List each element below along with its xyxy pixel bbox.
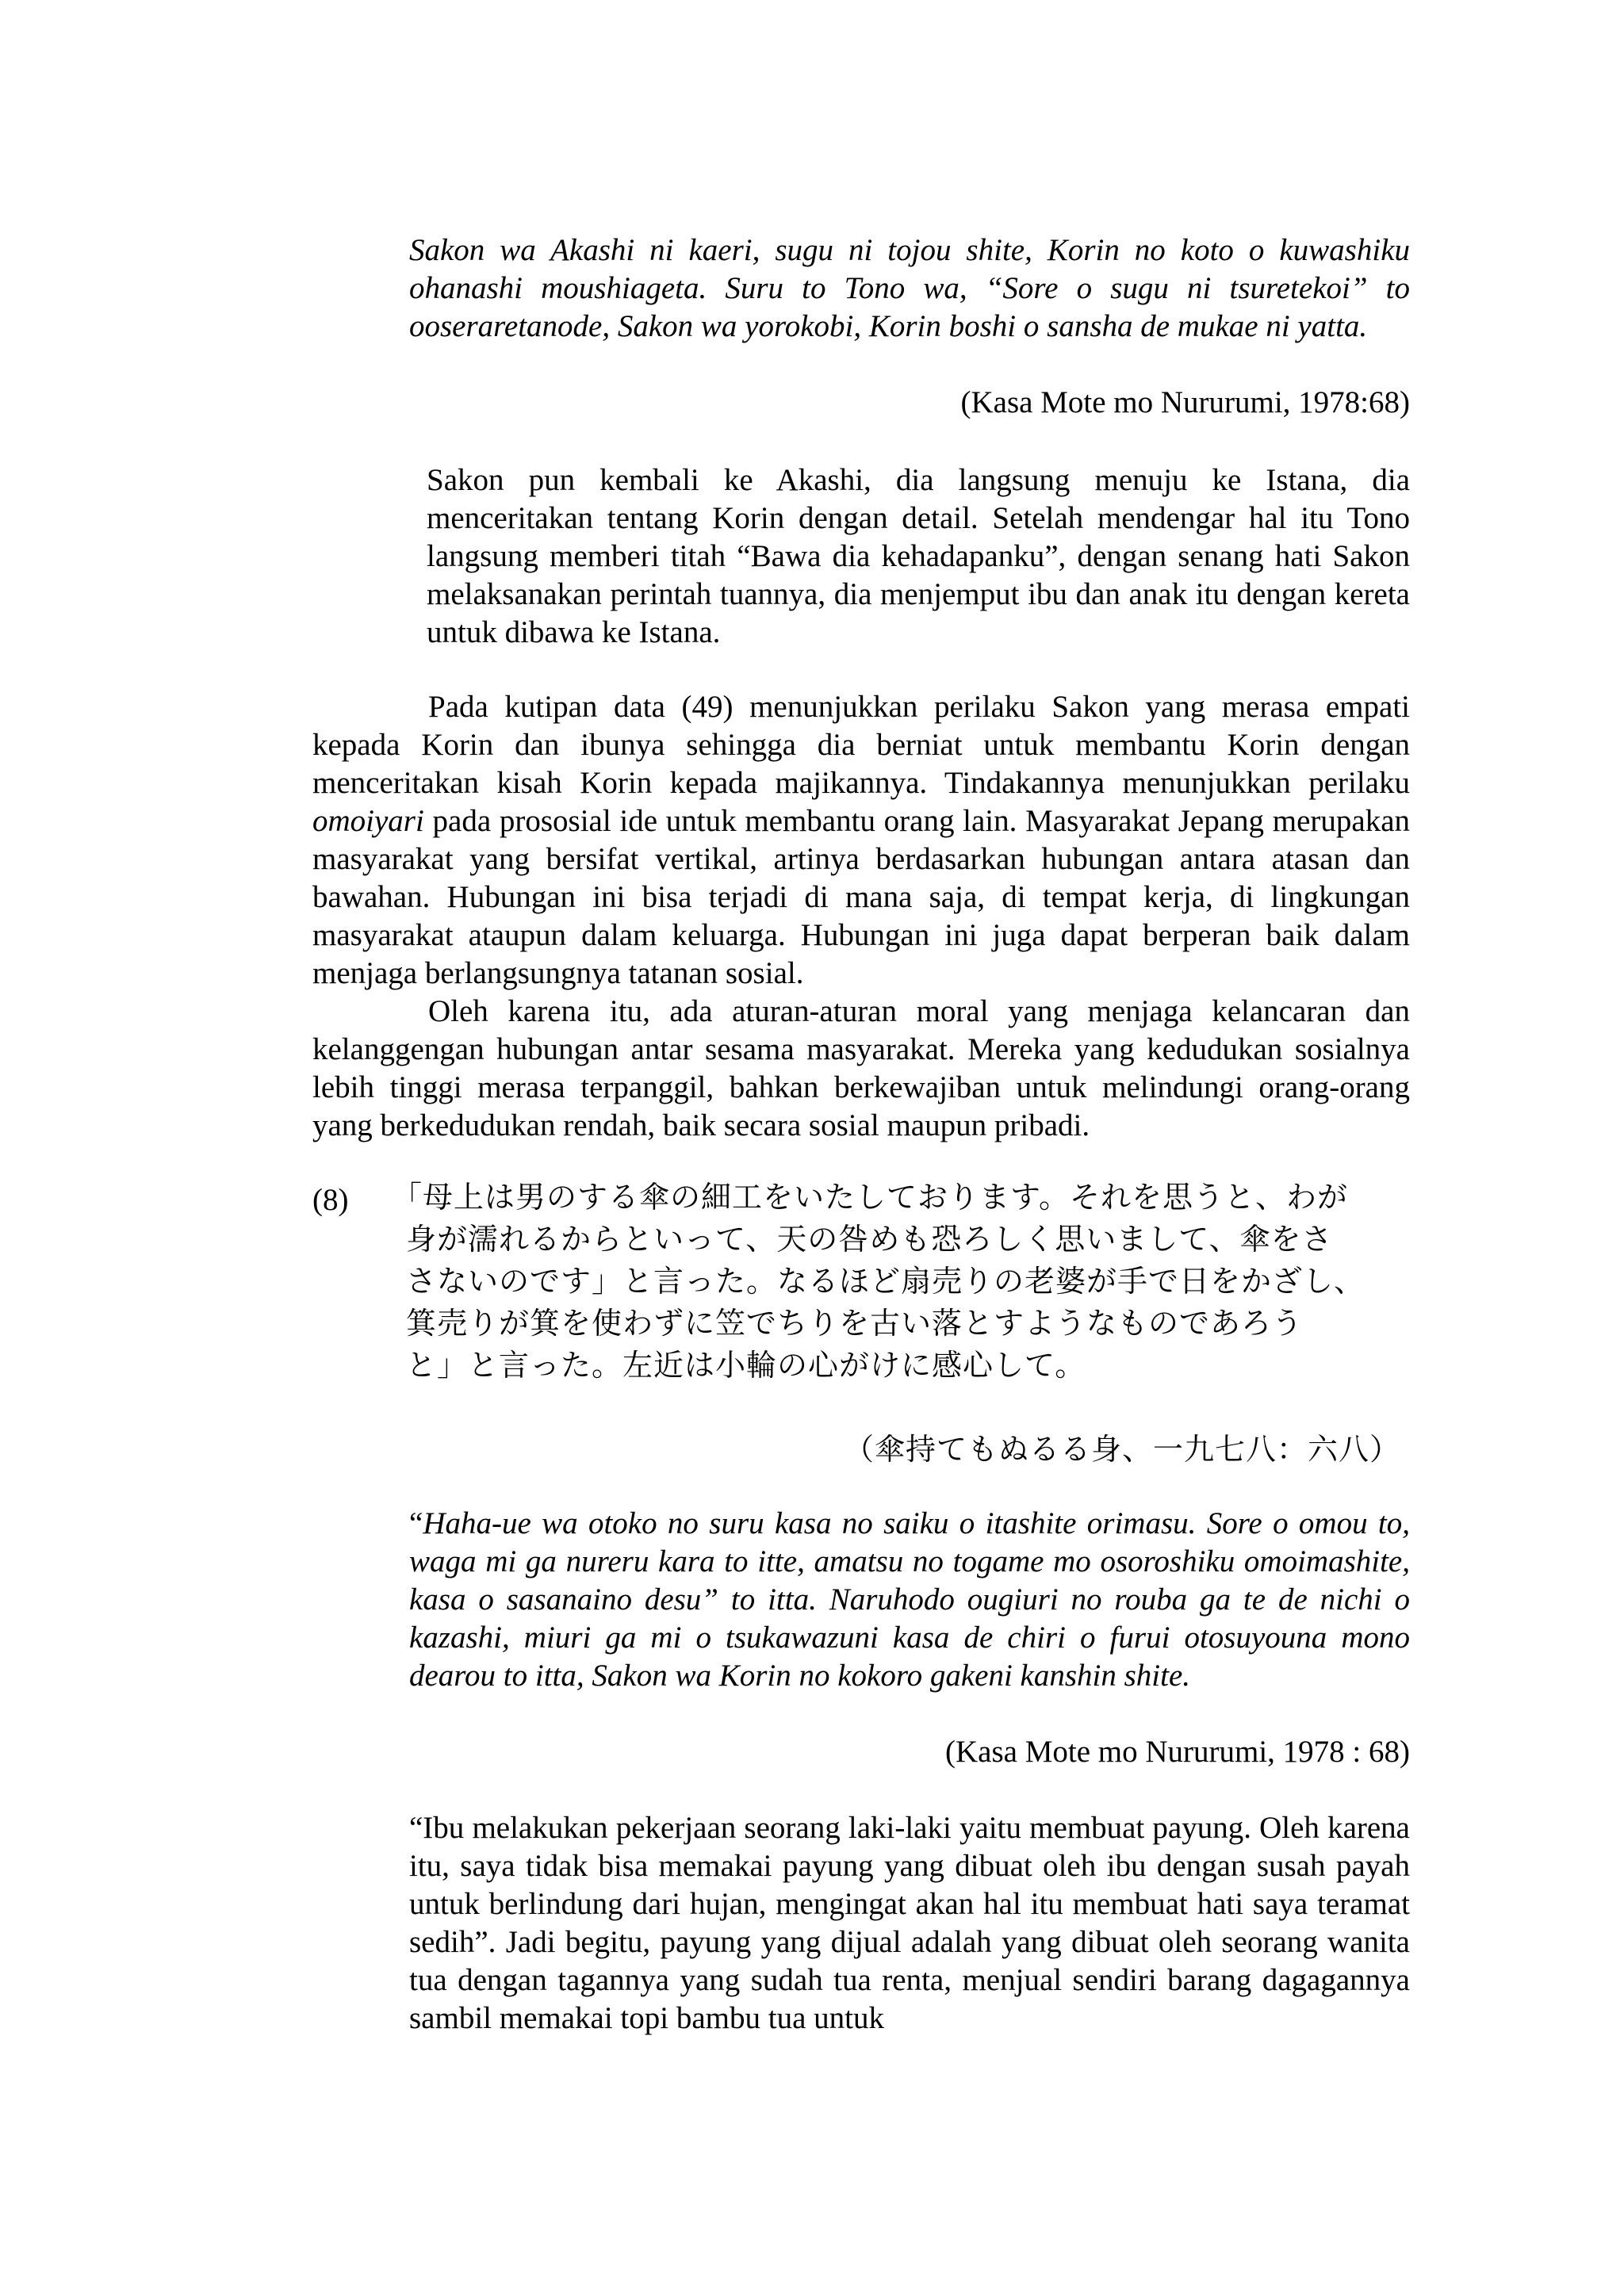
analysis-p1-after: pada prososial ide untuk membantu orang lain. Masyarakat Jepang merupakan masyarakat yang bersifat vertikal, artinya berdasarkan hubungan antara atasan dan bawahan. Hubungan ini bisa terjadi di mana saja, di tempat kerja, di lingkungan masyarakat ataupun dalam keluarga. Hubungan ini juga dapat berperan baik dalam menjaga berlangsungnya tatanan sosial. — [312, 804, 1410, 990]
japanese-line: さないのです」と言った。なるほど扇売りの老婆が手で日をかざし、 — [406, 1264, 1365, 1299]
translation-1-text: Sakon pun kembali ke Akashi, dia langsung menuju ke Istana, dia menceritakan tentang Korin dengan detail. Setelah mendengar hal itu Tono langsung memberi titah “Bawa dia kehadapanku”, dengan senang hati Sakon melaksanakan perintah tuannya, dia menjemput ibu dan anak itu dengan kereta untuk dibawa ke Istana. — [427, 463, 1410, 649]
citation-2 — [793, 1733, 1410, 1771]
analysis-paragraph-1 — [312, 688, 1410, 993]
example-number-label: (8) — [312, 1183, 349, 1217]
japanese-citation-text: （傘持てもぬるる身、一九七八：六八） — [843, 1432, 1400, 1467]
citation-2-text: (Kasa Mote mo Nururumi, 1978 : 68) — [945, 1735, 1410, 1769]
citation-1 — [793, 384, 1410, 422]
analysis-paragraph-2: Oleh karena itu, ada aturan-aturan moral yang menjaga kelancaran dan kelanggengan hubungan antar sesama masyarakat. Mereka yang kedudukan sosialnya lebih tinggi merasa terpanggil, bahkan berkewajiban untuk melindungi orang-orang yang berkedudukan rendah, baik secara sosial maupun pribadi. — [312, 994, 1410, 1142]
example-number — [312, 1181, 348, 1219]
romaji-open-quote: “ — [409, 1506, 423, 1540]
translation-2 — [409, 1809, 1410, 2038]
romaji-excerpt-1 — [409, 232, 1410, 346]
romaji-excerpt-2-body: Haha-ue wa otoko no suru kasa no saiku o itashite orimasu. Sore o omou to, waga mi ga nureru kara to itte, amatsu no togame mo osoroshiku omoimashite, kasa o sasanaino desu” to itta. Naruhodo ougiuri no rouba ga te de nichi o kazashi, miuri ga mi o tsukawazuni kasa de chiri o furui otosuyouna mono dearou to itta, Sakon wa Korin no kokoro gakeni kanshin shite. — [409, 1506, 1410, 1693]
japanese-citation — [714, 1429, 1400, 1471]
citation-1-text: (Kasa Mote mo Nururumi, 1978:68) — [960, 385, 1410, 419]
translation-1 — [427, 461, 1410, 652]
japanese-line: と」と言った。左近は小輪の心がけに感心して。 — [406, 1348, 1086, 1383]
japanese-line: 箕売りが箕を使わずに笠でちりを古い落とすようなものであろう — [406, 1306, 1304, 1341]
omoiyari-term: omoiyari — [312, 804, 424, 838]
japanese-line: 「母上は男のする傘の細工をいたしております。それを思うと、わが — [392, 1180, 1348, 1215]
romaji-excerpt-2 — [409, 1505, 1410, 1695]
analysis-p1-before: Pada kutipan data (49) menunjukkan perilaku Sakon yang merasa empati kepada Korin dan ibunya sehingga dia berniat untuk membantu Korin dengan menceritakan kisah Korin kepada majikannya. Tindakannya menunjukkan perilaku — [312, 690, 1410, 800]
romaji-excerpt-1-text: Sakon wa Akashi ni kaeri, sugu ni tojou shite, Korin no koto o kuwashiku ohanashi moushiageta. Suru to Tono wa, “Sore o sugu ni tsuretekoi” to ooseraretanode, Sakon wa yorokobi, Korin boshi o sansha de mukae ni yatta. — [409, 233, 1410, 343]
romaji-excerpt-2-text — [409, 1505, 1410, 1695]
japanese-line: 身が濡れるからといって、天の咎めも恐ろしく思いまして、傘をさ — [406, 1222, 1333, 1257]
analysis-section — [312, 688, 1410, 1145]
japanese-excerpt — [392, 1177, 1423, 1387]
translation-2-text: “Ibu melakukan pekerjaan seorang laki-laki yaitu membuat payung. Oleh karena itu, saya tidak bisa memakai payung yang dibuat oleh ibu dengan susah payah untuk berlindung dari hujan, mengingat akan hal itu membuat hati saya teramat sedih”. Jadi begitu, payung yang dijual adalah yang dibuat oleh seorang wanita tua dengan tagannya yang sudah tua renta, menjual sendiri barang dagagannya sambil memakai topi bambu tua untuk — [409, 1811, 1410, 2035]
